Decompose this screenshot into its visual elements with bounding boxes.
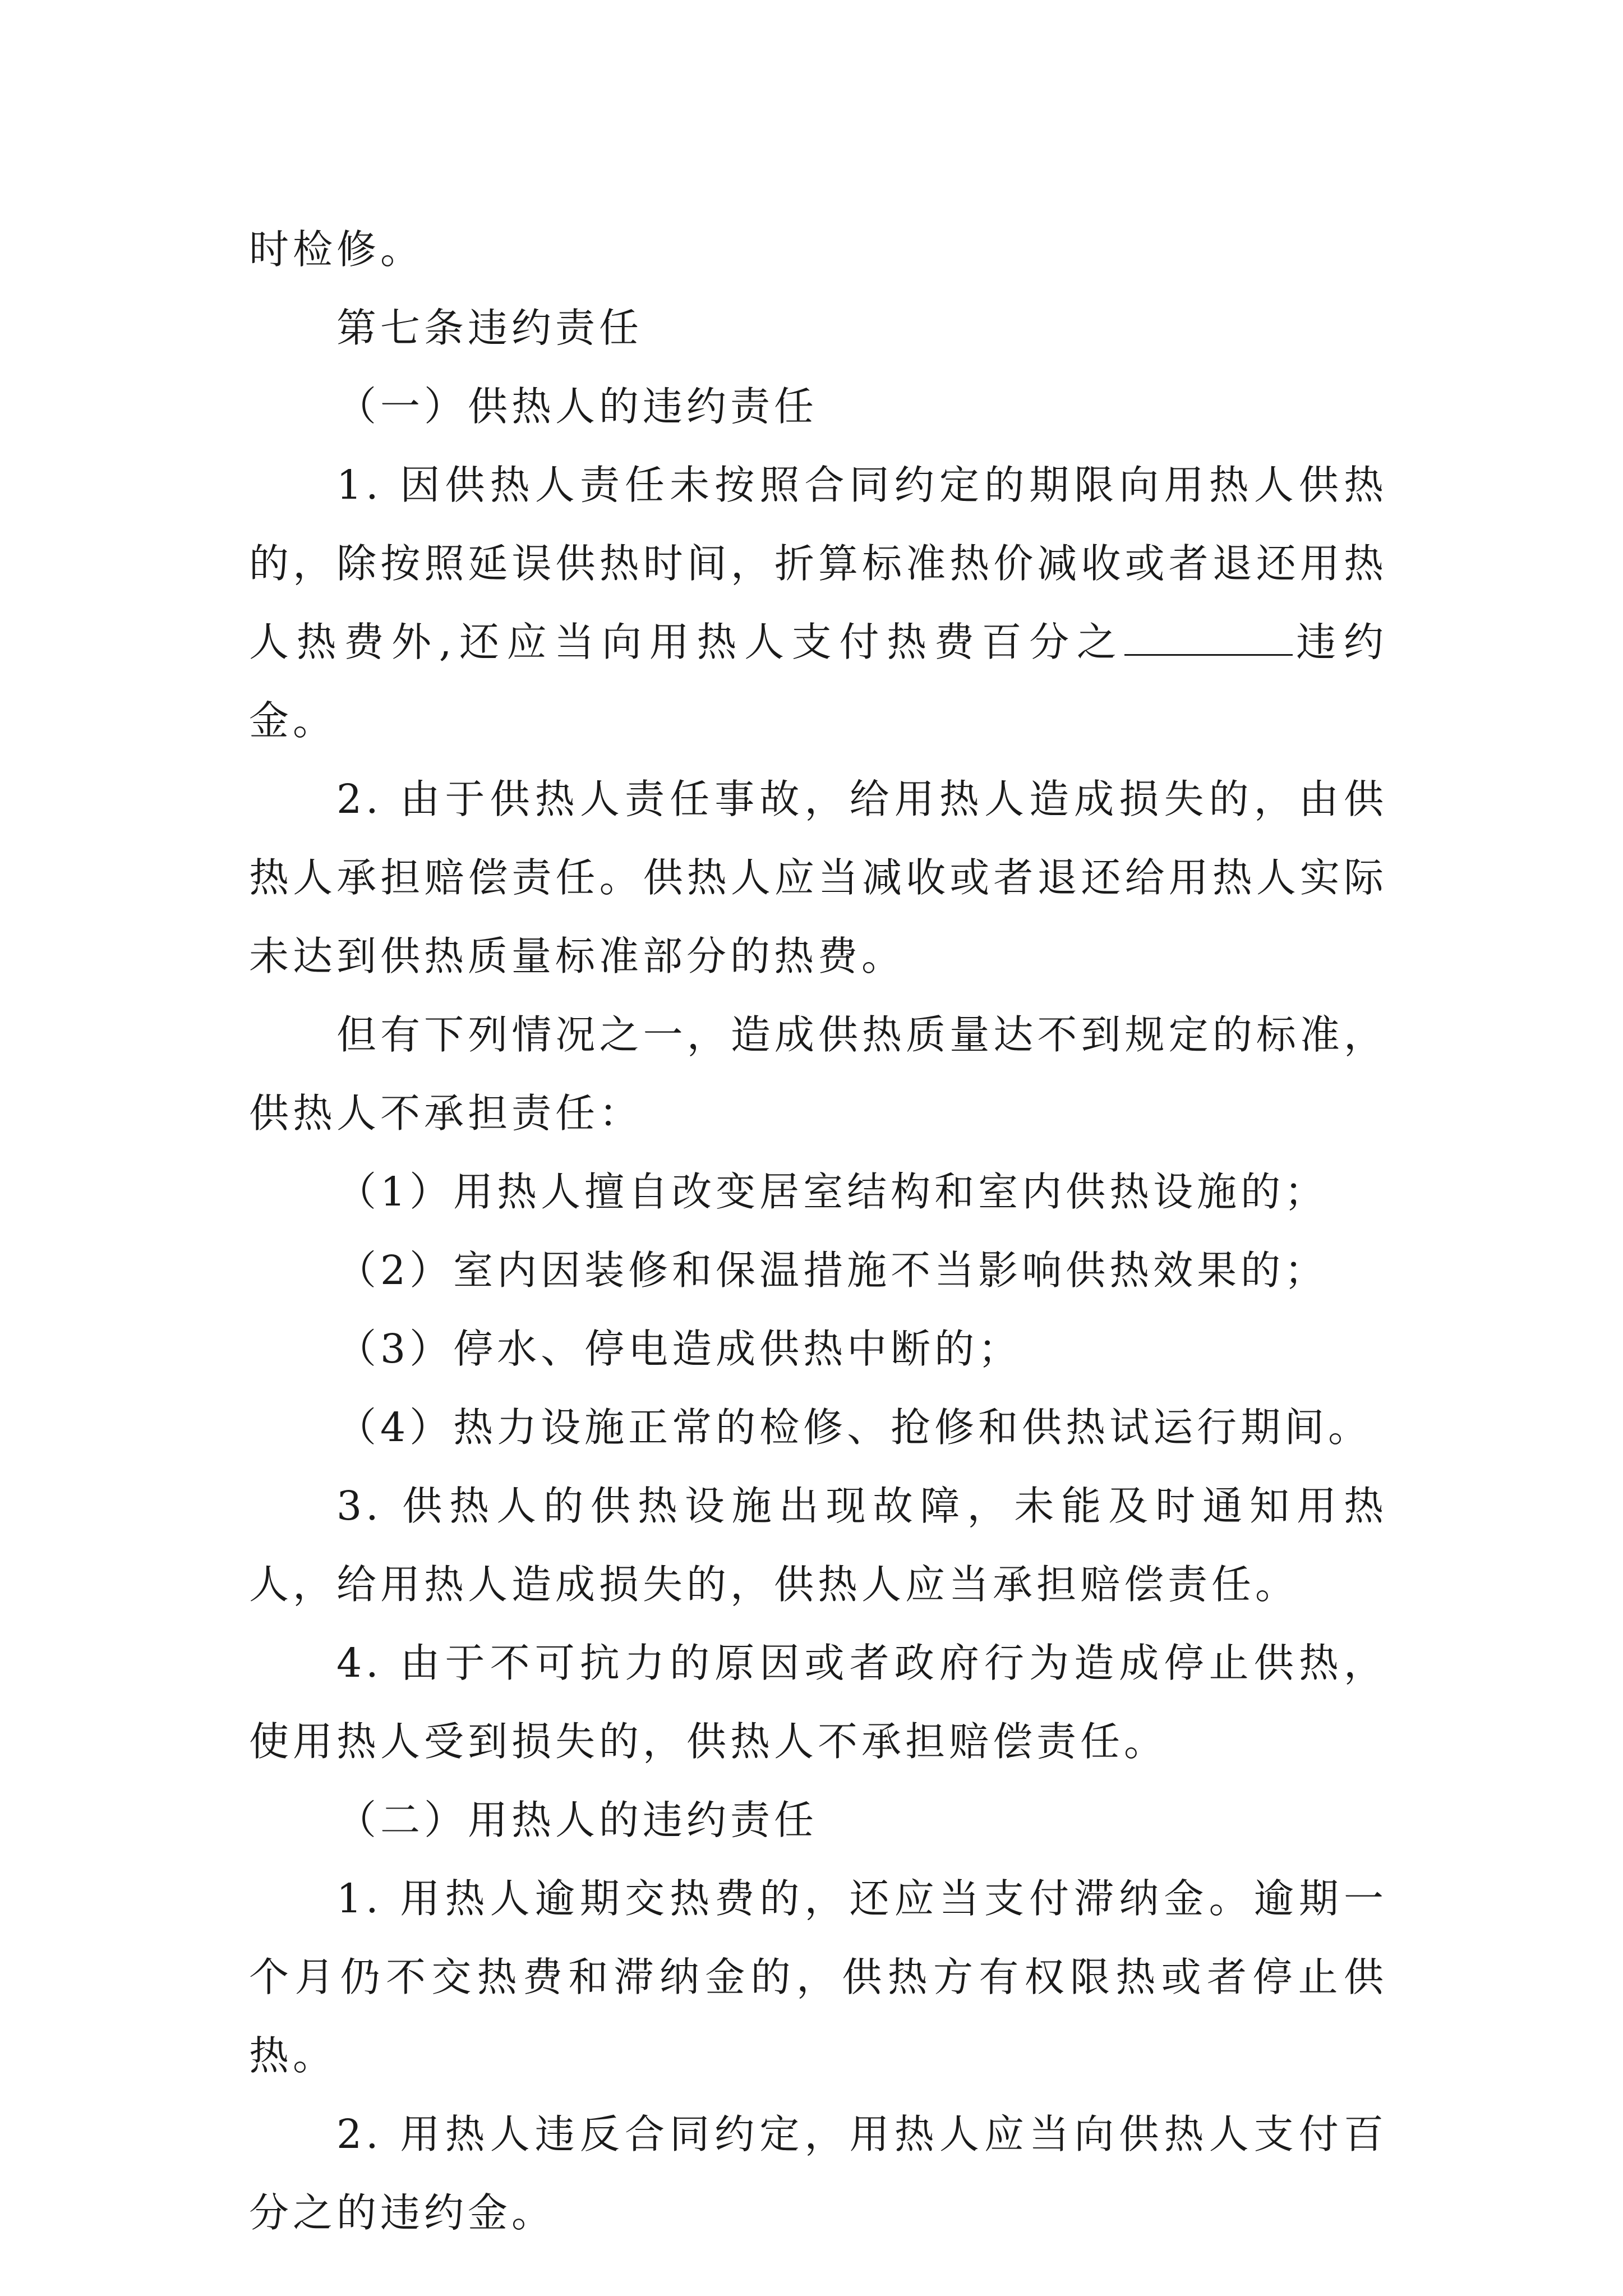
exception-intro: 但有下列情况之一，造成供热质量达不到规定的标准，供热人不承担责任： bbox=[249, 1011, 1387, 1137]
fill-in-blank bbox=[1124, 620, 1293, 656]
document-body bbox=[249, 210, 1387, 2252]
exception-item-3: （3）停水、停电造成供热中断的； bbox=[336, 1326, 1022, 1372]
article-heading: 第七条违约责任 bbox=[336, 305, 643, 351]
exception-item-4: （4）热力设施正常的检修、抢修和供热试运行期间。 bbox=[336, 1404, 1372, 1451]
clause-user-1: 1. 用热人逾期交热费的，还应当支付滞纳金。逾期一个月仍不交热费和滞纳金的，供热方有权限热或者停止供热。 bbox=[249, 1875, 1387, 2079]
clause-supplier-2: 2. 由于供热人责任事故，给用热人造成损失的，由供热人承担赔偿责任。供热人应当减收或者退还给用热人实际未达到供热质量标准部分的热费。 bbox=[249, 776, 1387, 979]
clause-supplier-4: 4. 由于不可抗力的原因或者政府行为造成停止供热，使用热人受到损失的，供热人不承担赔偿责任。 bbox=[249, 1640, 1387, 1765]
exception-item-1: （1）用热人擅自改变居室结构和室内供热设施的； bbox=[336, 1168, 1329, 1215]
clause-supplier-1-text: 1. 因供热人责任未按照合同约定的期限向用热人供热的，除按照延误供热时间，折算标准热价减收或者退还用热人热费外,还应当向用热人支付热费百分之 bbox=[249, 462, 1387, 665]
clause-supplier-1-tail: 违约金。 bbox=[249, 619, 1387, 744]
section-heading-user: （二）用热人的违约责任 bbox=[336, 1797, 818, 1843]
exception-item-2: （2）室内因装修和保温措施不当影响供热效果的； bbox=[336, 1247, 1329, 1294]
paragraph-continuation: 时检修。 bbox=[249, 226, 425, 273]
clause-user-2: 2. 用热人违反合同约定，用热人应当向供热人支付百分之的违约金。 bbox=[249, 2111, 1387, 2236]
clause-supplier-3: 3. 供热人的供热设施出现故障，未能及时通知用热人，给用热人造成损失的，供热人应当承担赔偿责任。 bbox=[249, 1483, 1387, 1608]
section-heading-supplier: （一）供热人的违约责任 bbox=[336, 383, 818, 430]
clause-supplier-1 bbox=[249, 446, 1387, 760]
